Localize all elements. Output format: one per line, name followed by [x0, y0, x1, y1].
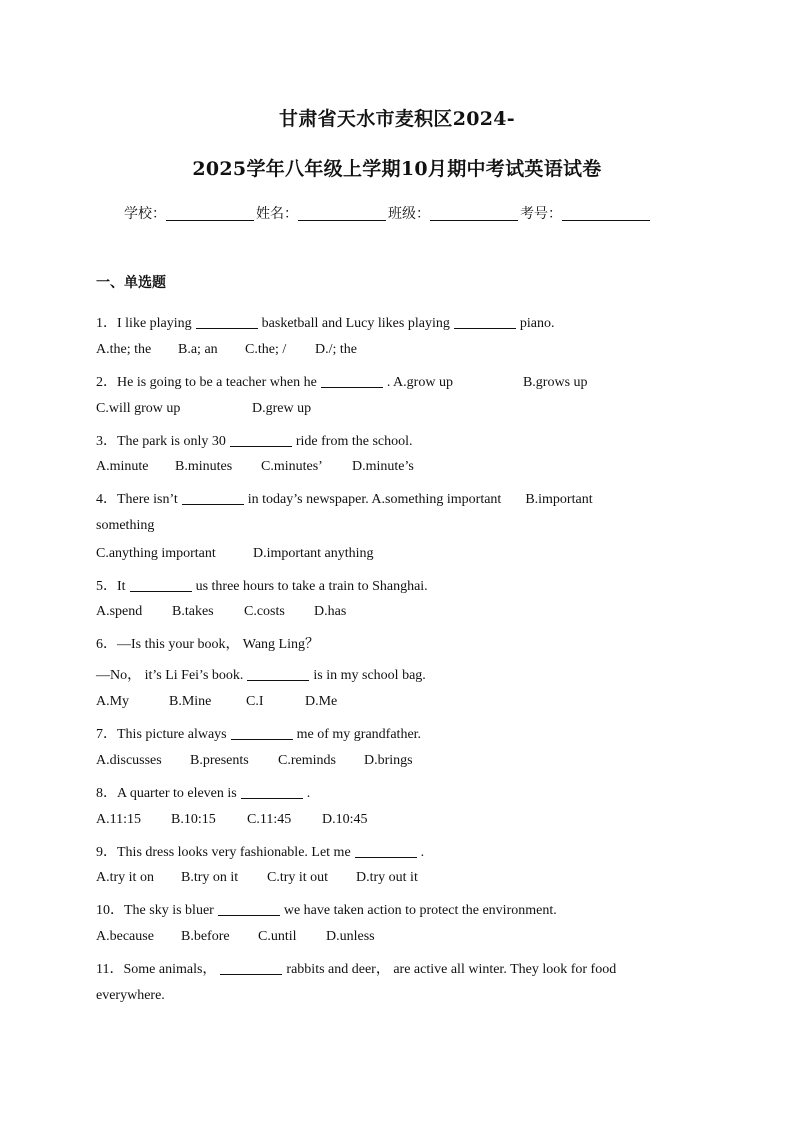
option-c: C.reminds	[278, 753, 336, 768]
answer-blank	[196, 316, 258, 329]
option-b: B.takes	[172, 604, 214, 619]
question-2-stem	[96, 371, 694, 391]
option-a: A.the; the	[96, 342, 152, 357]
stem-text: 1．I like playing	[96, 316, 192, 331]
stem-text: is in my school bag.	[313, 668, 426, 683]
stem-text: 9．This dress looks very fashionable. Let me	[96, 845, 351, 860]
option-a: A.try it on	[96, 870, 154, 885]
option-d: D.Me	[305, 694, 338, 709]
answer-blank	[355, 845, 417, 858]
option-a: A.minute	[96, 459, 149, 474]
question-11-stem-wrap: everywhere.	[96, 988, 165, 1003]
answer-blank	[321, 375, 383, 388]
option-b: B.before	[181, 929, 230, 944]
number-label: 考号：	[520, 206, 562, 222]
option-b: B.minutes	[175, 459, 233, 474]
question-5-stem	[96, 575, 694, 595]
stem-text: 4．There isn’t	[96, 492, 178, 507]
question-7-options	[96, 753, 694, 769]
option-b: B.10:15	[171, 812, 216, 827]
question-2-options	[96, 401, 694, 417]
question-8-options	[96, 812, 694, 828]
answer-blank	[454, 316, 516, 329]
option-d: D.important anything	[253, 546, 374, 561]
question-5-options	[96, 604, 694, 620]
option-b: B.Mine	[169, 694, 212, 709]
option-a: A.11:15	[96, 812, 141, 827]
option-d: D./; the	[315, 342, 357, 357]
name-blank	[298, 206, 386, 221]
option-d: D.10:45	[322, 812, 368, 827]
exam-title-line1: 甘肃省天水市麦积区2024-	[279, 108, 515, 130]
question-9-options	[96, 870, 694, 886]
stem-text: 8．A quarter to eleven is	[96, 786, 237, 801]
question-4-stem	[96, 488, 694, 508]
class-blank	[430, 206, 518, 221]
option-c: C.I	[246, 694, 264, 709]
option-d: D.minute’s	[352, 459, 414, 474]
stem-text: 3．The park is only 30	[96, 434, 226, 449]
school-label: 学校：	[124, 206, 166, 222]
option-b: B.a; an	[178, 342, 218, 357]
question-9-stem	[96, 841, 694, 861]
option-c: C.try it out	[267, 870, 329, 885]
option-c: C.until	[258, 929, 297, 944]
option-d: D.has	[314, 604, 347, 619]
stem-text: basketball and Lucy likes playing	[261, 316, 450, 331]
stem-text: me of my grandfather.	[296, 727, 422, 742]
stem-text: .	[420, 845, 425, 860]
answer-blank	[218, 903, 280, 916]
number-blank	[562, 206, 650, 221]
answer-blank	[247, 668, 309, 681]
question-4-options	[96, 546, 694, 562]
question-6-stem: 6．—Is this your book， Wang Ling？	[96, 637, 319, 652]
question-10-options	[96, 929, 694, 945]
exam-title-line2: 2025学年八年级上学期10月期中考试英语试卷	[192, 158, 602, 180]
option-d: D.brings	[364, 753, 413, 768]
option-a: A.discusses	[96, 753, 162, 768]
option-a: A.spend	[96, 604, 143, 619]
class-label: 班级：	[388, 206, 430, 222]
stem-text: 2．He is going to be a teacher when he	[96, 375, 317, 390]
question-4-stem-wrap: something	[96, 518, 155, 533]
stem-text: piano.	[519, 316, 555, 331]
question-3-options	[96, 459, 694, 475]
stem-text: in today’s newspaper. A.something important	[247, 492, 502, 507]
stem-text: .	[306, 786, 311, 801]
option-c: C.11:45	[247, 812, 292, 827]
stem-text: —No， it’s Li Fei’s book.	[96, 668, 244, 683]
answer-blank	[130, 579, 192, 592]
option-d: D.unless	[326, 929, 375, 944]
stem-text: 11．Some animals，	[96, 962, 217, 977]
answer-blank	[220, 962, 282, 975]
stem-text: B.grows up	[522, 375, 588, 390]
stem-text: B.important	[525, 492, 593, 507]
option-c: C.costs	[244, 604, 285, 619]
question-6-stem-reply	[96, 664, 694, 684]
question-10-stem	[96, 899, 694, 919]
option-d: D.grew up	[252, 401, 312, 416]
answer-blank	[231, 727, 293, 740]
stem-text: we have taken action to protect the environment.	[283, 903, 557, 918]
stem-text: . A.grow up	[386, 375, 453, 390]
student-info-row	[124, 203, 684, 223]
question-1-stem	[96, 312, 694, 332]
answer-blank	[241, 786, 303, 799]
school-blank	[166, 206, 254, 221]
option-c: C.anything important	[96, 546, 216, 561]
question-1-options	[96, 342, 694, 358]
option-b: B.try on it	[181, 870, 239, 885]
option-c: C.minutes’	[261, 459, 323, 474]
stem-text: rabbits and deer， are active all winter. They look for food	[286, 962, 617, 977]
answer-blank	[182, 492, 244, 505]
name-label: 姓名：	[256, 206, 298, 222]
question-6-options	[96, 694, 694, 710]
option-b: B.presents	[190, 753, 249, 768]
answer-blank	[230, 434, 292, 447]
question-8-stem	[96, 782, 694, 802]
question-7-stem	[96, 723, 694, 743]
option-a: A.because	[96, 929, 154, 944]
stem-text: ride from the school.	[295, 434, 413, 449]
stem-text: us three hours to take a train to Shanghai.	[195, 579, 428, 594]
option-a: A.My	[96, 694, 130, 709]
option-d: D.try out it	[356, 870, 418, 885]
stem-text: 5．It	[96, 579, 126, 594]
question-11-stem	[96, 958, 694, 978]
option-c: C.the; /	[245, 342, 287, 357]
section-title: 一、单选题	[96, 275, 166, 291]
stem-text: 7．This picture always	[96, 727, 227, 742]
option-c: C.will grow up	[96, 401, 181, 416]
question-3-stem	[96, 430, 694, 450]
stem-text: 10．The sky is bluer	[96, 903, 214, 918]
